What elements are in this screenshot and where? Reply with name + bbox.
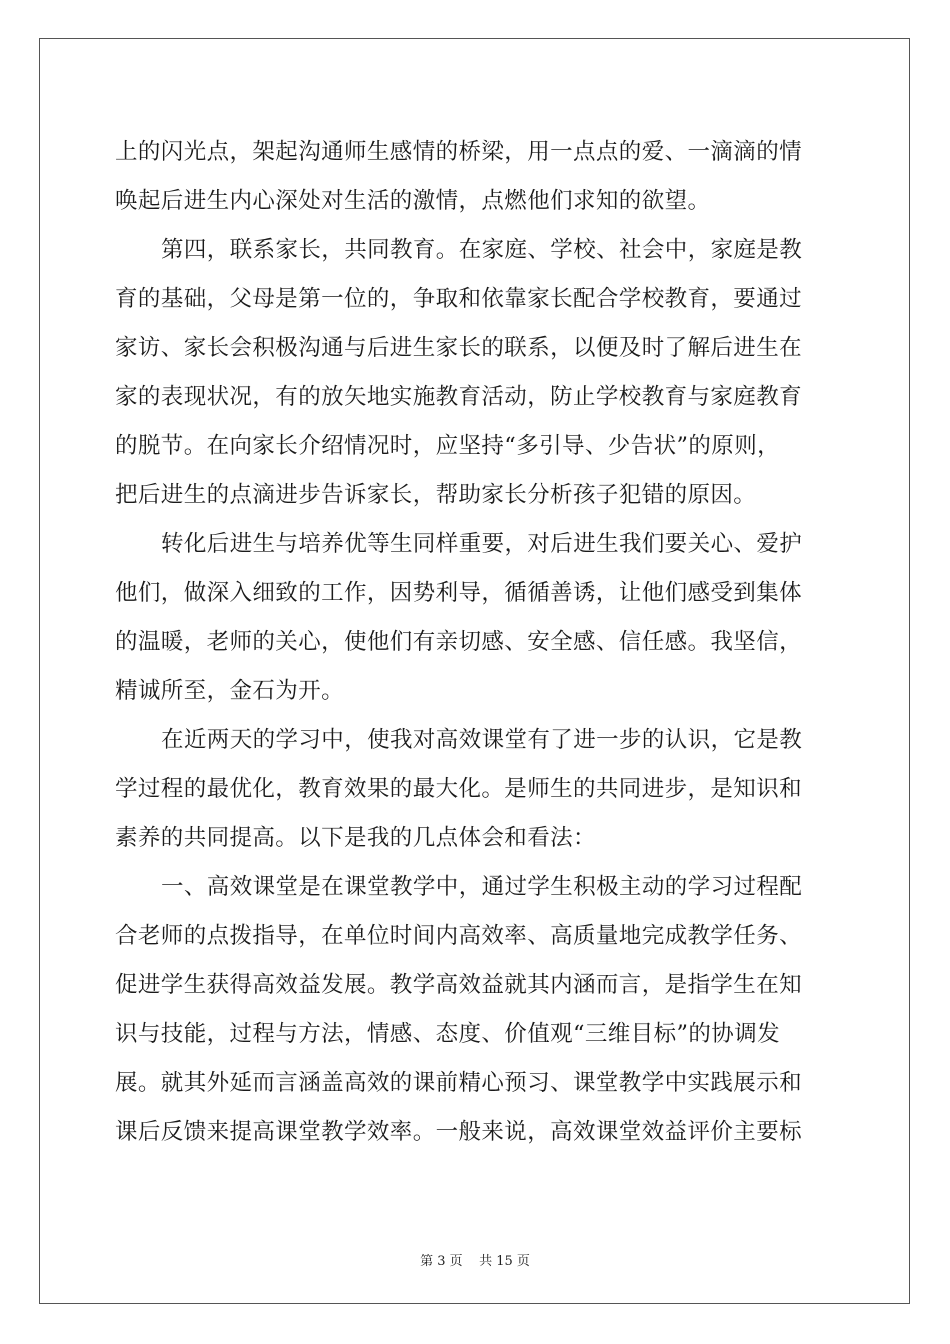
text-line: 上的闪光点，架起沟通师生感情的桥梁，用一点点的爱、一滴滴的情 bbox=[115, 139, 803, 165]
text-line: 唤起后进生内心深处对生活的激情，点燃他们求知的欲望。 bbox=[115, 188, 711, 214]
text-line: 转化后进生与培养优等生同样重要，对后进生我们要关心、爱护 bbox=[161, 531, 803, 557]
text-line: 展。就其外延而言涵盖高效的课前精心预习、课堂教学中实践展示和 bbox=[115, 1070, 803, 1096]
text-line: 促进学生获得高效益发展。教学高效益就其内涵而言，是指学生在知 bbox=[115, 972, 803, 998]
text-line: 课后反馈来提高课堂教学效率。一般来说，高效课堂效益评价主要标 bbox=[115, 1119, 803, 1145]
text-line: 育的基础，父母是第一位的，争取和依靠家长配合学校教育，要通过 bbox=[115, 286, 803, 312]
text-line: 第四，联系家长，共同教育。在家庭、学校、社会中，家庭是教 bbox=[161, 237, 803, 263]
text-line: 他们，做深入细致的工作，因势利导，循循善诱，让他们感受到集体 bbox=[115, 580, 803, 606]
text-line: 合老师的点拨指导，在单位时间内高效率、高质量地完成教学任务、 bbox=[115, 923, 803, 949]
text-line: 识与技能，过程与方法，情感、态度、价值观“三维目标”的协调发 bbox=[115, 1021, 781, 1047]
document-body bbox=[115, 128, 835, 1157]
text-line: 的脱节。在向家长介绍情况时，应坚持“多引导、少告状”的原则， bbox=[115, 433, 781, 459]
text-line: 把后进生的点滴进步告诉家长，帮助家长分析孩子犯错的原因。 bbox=[115, 482, 757, 508]
text-line: 一、高效课堂是在课堂教学中，通过学生积极主动的学习过程配 bbox=[161, 874, 803, 900]
text-line: 家的表现状况，有的放矢地实施教育活动，防止学校教育与家庭教育 bbox=[115, 384, 803, 410]
text-line: 素养的共同提高。以下是我的几点体会和看法： bbox=[115, 825, 596, 851]
text-line: 的温暖，老师的关心，使他们有亲切感、安全感、信任感。我坚信， bbox=[115, 629, 803, 655]
text-line: 学过程的最优化，教育效果的最大化。是师生的共同进步，是知识和 bbox=[115, 776, 803, 802]
text-line: 家访、家长会积极沟通与后进生家长的联系，以便及时了解后进生在 bbox=[115, 335, 803, 361]
page-number-footer: 第 3 页 共 15 页 bbox=[420, 1254, 530, 1269]
text-line: 在近两天的学习中，使我对高效课堂有了进一步的认识，它是教 bbox=[161, 727, 803, 753]
text-line: 精诚所至，金石为开。 bbox=[115, 678, 345, 704]
